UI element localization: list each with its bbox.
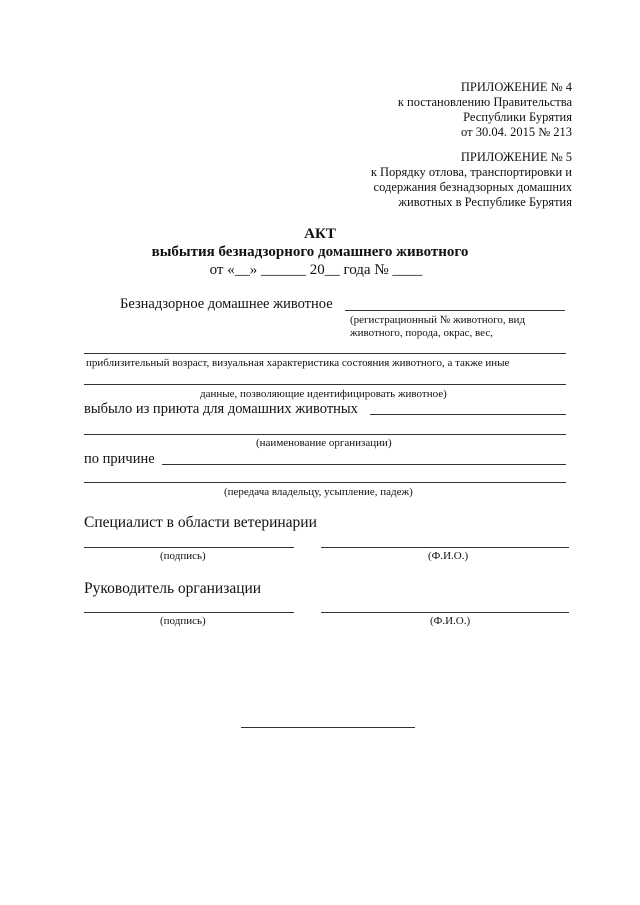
appendix-4-line: к постановлению Правительства [397, 95, 572, 109]
reason-label: по причине [84, 451, 155, 467]
animal-label: Безнадзорное домашнее животное [120, 296, 333, 312]
shelter-label: выбыло из приюта для домашних животных [84, 401, 358, 417]
head-name-line[interactable] [321, 612, 569, 613]
head-signature-line[interactable] [84, 612, 294, 613]
hint-registration: (регистрационный № животного, вид [350, 314, 526, 326]
closing-divider [241, 727, 415, 728]
organization-field-line[interactable] [370, 414, 566, 415]
vet-label: Специалист в области ветеринарии [84, 514, 317, 531]
fio-hint: (Ф.И.О.) [430, 615, 471, 627]
vet-name-line[interactable] [321, 547, 569, 548]
appendix-5-block [371, 150, 572, 210]
document-title: АКТ [304, 226, 336, 242]
hint-registration: животного, порода, окрас, вес, [350, 327, 493, 339]
animal-field-line[interactable] [84, 353, 566, 354]
appendix-5-line: животных в Республике Бурятия [398, 195, 572, 209]
vet-signature-line[interactable] [84, 547, 294, 548]
organization-field-line[interactable] [84, 434, 566, 435]
appendix-4-line: от 30.04. 2015 № 213 [461, 125, 572, 139]
appendix-4-line: Республики Бурятия [463, 110, 572, 124]
document-subtitle: выбытия безнадзорного домашнего животного [151, 244, 469, 260]
head-label: Руководитель организации [84, 580, 262, 597]
signature-hint: (подпись) [160, 550, 206, 562]
animal-field-line[interactable] [345, 310, 565, 311]
document-date-line: от «__» ______ 20__ года № ____ [209, 262, 423, 278]
hint-organization: (наименование организации) [256, 437, 392, 449]
appendix-4-block [398, 80, 572, 140]
fio-hint: (Ф.И.О.) [428, 550, 469, 562]
appendix-5-line: к Порядку отлова, транспортировки и [370, 165, 572, 179]
hint-registration: приблизительный возраст, визуальная характеристика состояния животного, а также иные [86, 357, 510, 369]
hint-reason: (передача владельцу, усыпление, падеж) [224, 486, 413, 498]
hint-registration: данные, позволяющие идентифицировать животное) [200, 388, 447, 400]
appendix-5-heading: ПРИЛОЖЕНИЕ № 5 [460, 150, 572, 164]
reason-field-line[interactable] [162, 464, 566, 465]
reason-field-line[interactable] [84, 482, 566, 483]
animal-field-line[interactable] [84, 384, 566, 385]
signature-hint: (подпись) [160, 615, 206, 627]
appendix-5-line: содержания безнадзорных домашних [373, 180, 572, 194]
appendix-4-heading: ПРИЛОЖЕНИЕ № 4 [460, 80, 572, 94]
